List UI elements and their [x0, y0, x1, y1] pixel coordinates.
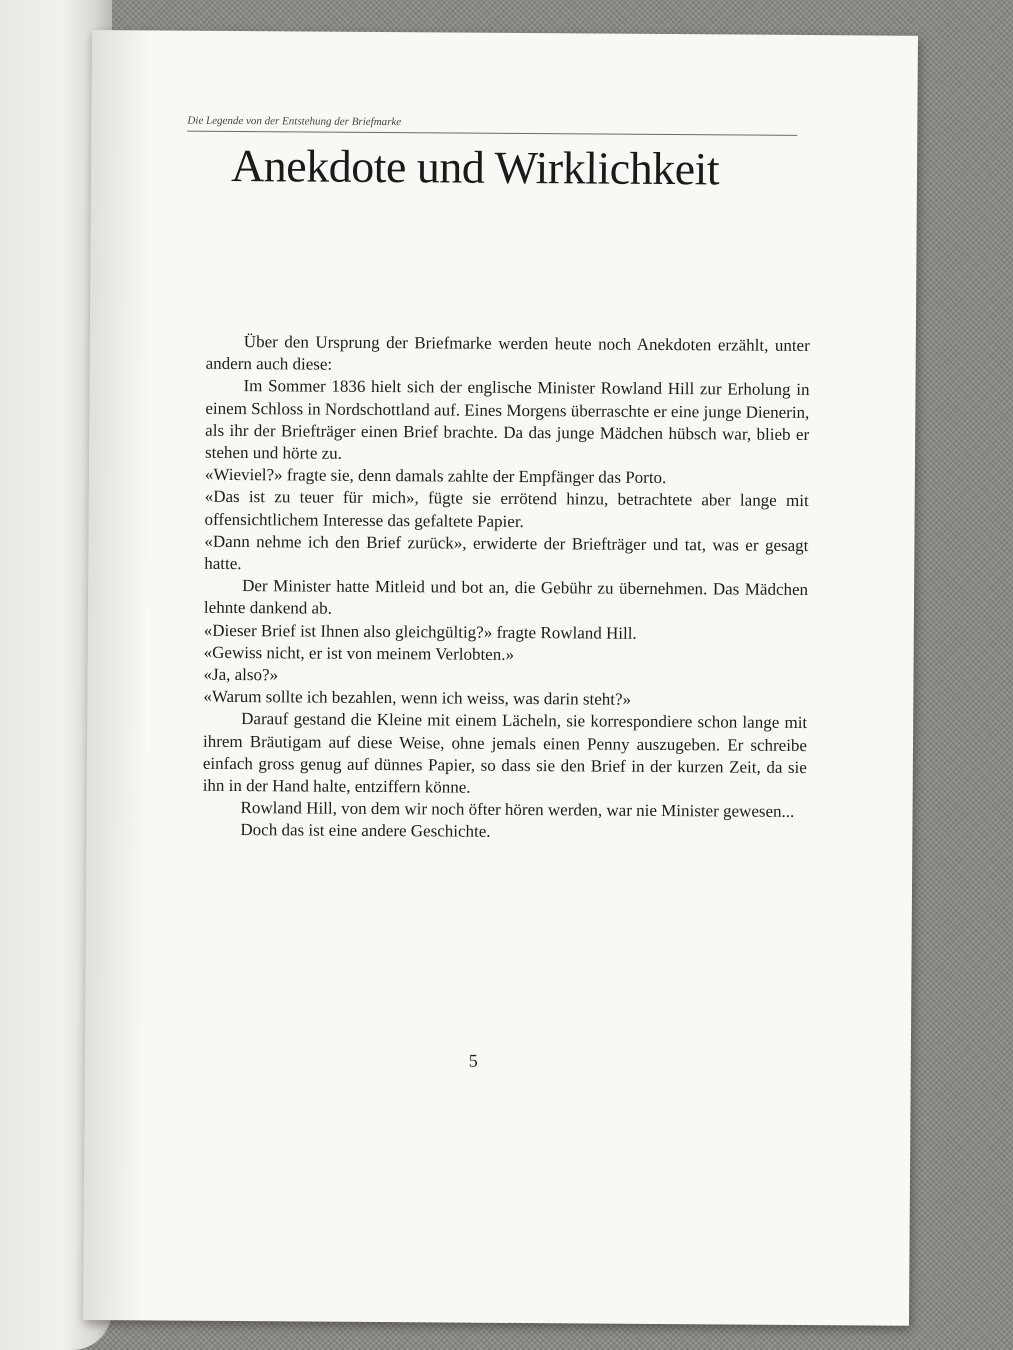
page-title: Anekdote und Wirklichkeit — [230, 139, 720, 195]
paragraph: Darauf gestand die Kleine mit einem Lächeln, sie korrespondiere schon lange mit ihrem Bräutigam auf diese Weise, ohne jemals einen Penny auszugeben. Er schreibe einfach gross genug auf dünnes Papier, so dass sie den Brief in der kurzen Zeit, da sie ihn in der Hand halte, entziffern könne. — [202, 709, 808, 797]
body-text — [202, 331, 810, 846]
book-page — [83, 30, 918, 1326]
paragraph: Über den Ursprung der Briefmarke werden heute noch Anekdoten erzählt, unter andern auch diese: — [205, 332, 810, 374]
running-head — [187, 111, 797, 136]
paragraph: «Wieviel?» fragte sie, denn damals zahlte der Empfänger das Porto. — [204, 465, 667, 488]
gutter-shadow — [83, 30, 152, 1320]
paragraph: «Gewiss nicht, er ist von meinem Verlobten.» — [203, 642, 515, 664]
paragraph: «Warum sollte ich bezahlen, wenn ich weiss, was darin steht?» — [203, 687, 632, 710]
paragraph: Der Minister hatte Mitleid und bot an, die Gebühr zu übernehmen. Das Mädchen lehnte dankend ab. — [203, 576, 809, 619]
paragraph: Rowland Hill, von dem wir noch öfter hören werden, war nie Minister gewesen... — [240, 798, 795, 822]
paragraph: «Dann nehme ich den Brief zurück», erwiderte der Briefträger und tat, was er gesagt hatte. — [204, 531, 809, 574]
page-number: 5 — [468, 1050, 478, 1071]
paragraph: Im Sommer 1836 hielt sich der englische Minister Rowland Hill zur Erholung in einem Schloss in Nordschottland auf. Eines Morgens überraschte er eine junge Dienerin, als ihr der Briefträger einen Brief brachte. Da das junge Mädchen hübsch war, blieb er stehen und hörte zu. — [204, 376, 810, 463]
running-head-text: Die Legende von der Entstehung der Briefmarke — [187, 114, 402, 129]
paragraph: Doch das ist eine andere Geschichte. — [240, 820, 491, 842]
paragraph: «Das ist zu teuer für mich», fügte sie errötend hinzu, betrachtete aber lange mit offensichtlichem Interesse das gefaltete Papier. — [204, 487, 809, 531]
paragraph: «Dieser Brief ist Ihnen also gleichgültig?» fragte Rowland Hill. — [203, 620, 637, 643]
paragraph: «Ja, also?» — [203, 664, 279, 685]
